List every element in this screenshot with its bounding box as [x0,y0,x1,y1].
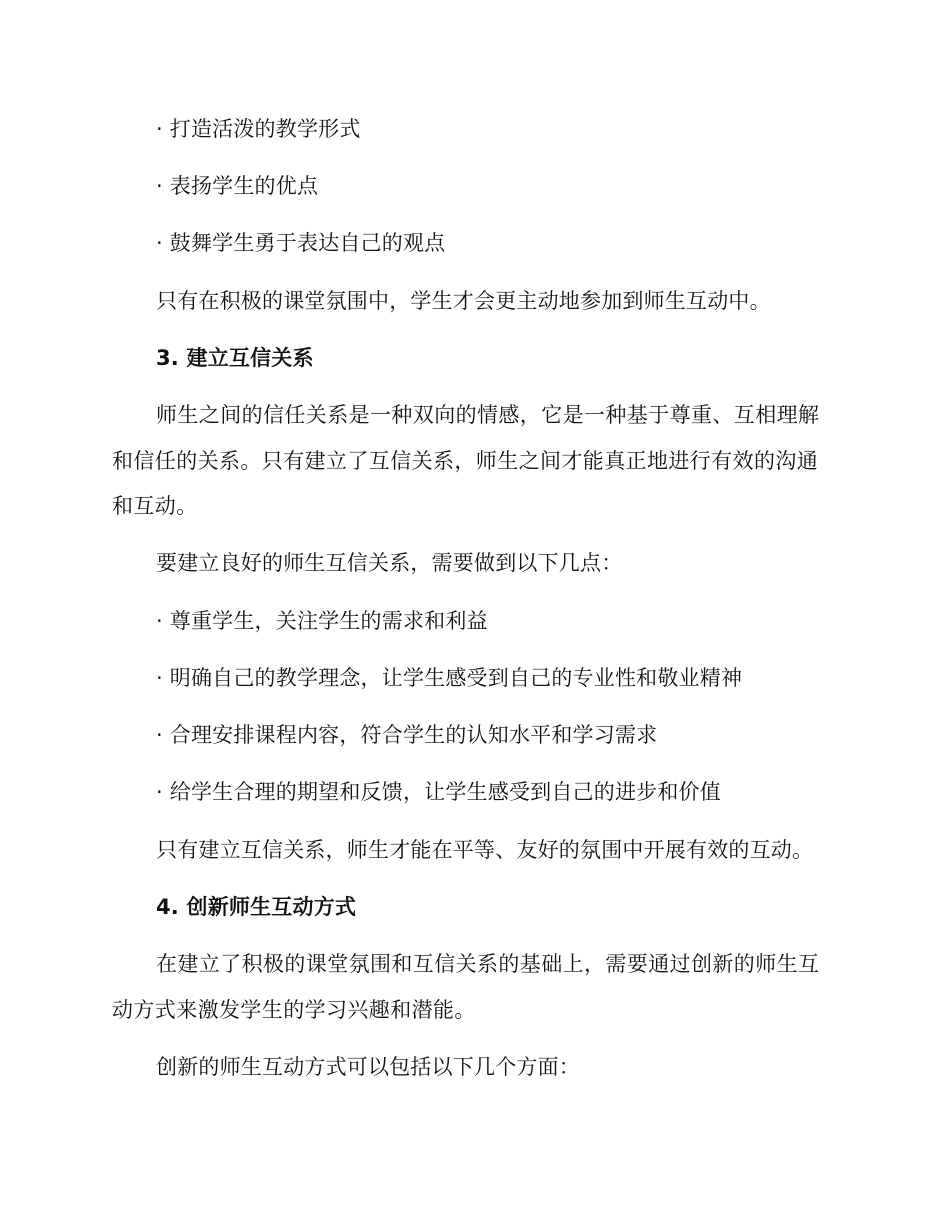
bullet-item: · 打造活泼的教学形式 [156,117,361,141]
section-heading: 4. 创新师生互动方式 [156,895,357,919]
paragraph-conclusion: 只有在积极的课堂氛围中，学生才会更主动地参加到师生互动中。 [156,289,771,313]
bullet-item: · 尊重学生，关注学生的需求和利益 [156,609,488,633]
bullet-item: · 明确自己的教学理念，让学生感受到自己的专业性和敬业精神 [156,666,743,690]
body-paragraph: 在建立了积极的课堂氛围和互信关系的基础上，需要通过创新的师生互动方式来激发学生的学习兴趣和潜能。 [112,952,820,1022]
bullet-item: · 表扬学生的优点 [156,174,319,198]
section-heading: 3. 建立互信关系 [156,346,314,370]
paragraph-intro: 创新的师生互动方式可以包括以下几个方面： [156,1055,580,1079]
paragraph-intro: 要建立良好的师生互信关系，需要做到以下几点： [156,551,623,575]
paragraph-conclusion: 只有建立互信关系，师生才能在平等、友好的氛围中开展有效的互动。 [156,838,814,862]
bullet-item: · 鼓舞学生勇于表达自己的观点 [156,231,446,255]
bullet-item: · 给学生合理的期望和反馈，让学生感受到自己的进步和价值 [156,780,721,804]
bullet-item: · 合理安排课程内容，符合学生的认知水平和学习需求 [156,723,658,747]
body-paragraph: 师生之间的信任关系是一种双向的情感，它是一种基于尊重、互相理解和信任的关系。只有建立了互信关系，师生之间才能真正地进行有效的沟通和互动。 [112,403,820,518]
